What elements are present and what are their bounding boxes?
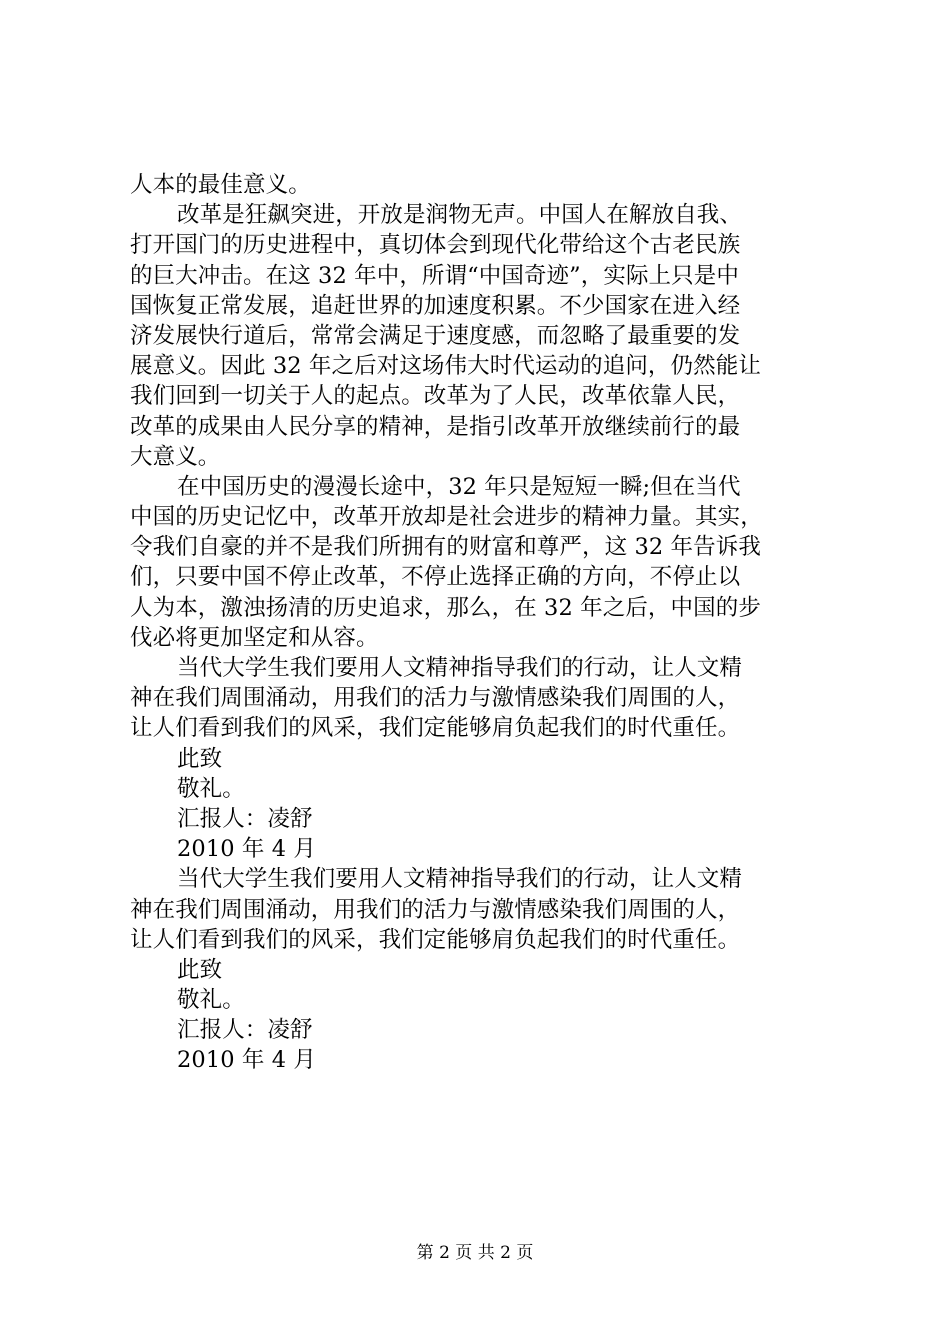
text-line: 改革是狂飙突进，开放是润物无声。中国人在解放自我、	[177, 202, 743, 229]
text-line: 神在我们周围涌动，用我们的活力与激情感染我们周围的人，	[130, 896, 741, 923]
text-line: 此致	[177, 956, 223, 983]
text-line: 大意义。	[130, 443, 221, 470]
text-line: 汇报人：凌舒	[177, 805, 313, 832]
page-footer: 第 2 页 共 2 页	[416, 1243, 534, 1263]
text-line: 敬礼。	[177, 987, 245, 1014]
text-line: 们，只要中国不停止改革，不停止选择正确的方向，不停止以	[130, 564, 741, 591]
text-line: 令我们自豪的并不是我们所拥有的财富和尊严，这 32 年告诉我	[130, 534, 761, 561]
text-line: 人本的最佳意义。	[130, 172, 311, 198]
text-line: 改革的成果由人民分享的精神，是指引改革开放继续前行的最	[130, 413, 741, 440]
text-line: 打开国门的历史进程中，真切体会到现代化带给这个古老民族	[130, 232, 741, 259]
text-line: 中国的历史记忆中，改革开放却是社会进步的精神力量。其实，	[130, 504, 763, 531]
text-line: 当代大学生我们要用人文精神指导我们的行动，让人文精	[177, 655, 743, 681]
text-line: 此致	[177, 745, 223, 772]
text-line: 让人们看到我们的风采，我们定能够肩负起我们的时代重任。	[130, 926, 741, 953]
text-line: 我们回到一切关于人的起点。改革为了人民，改革依靠人民，	[130, 383, 741, 410]
text-line: 济发展快行道后，常常会满足于速度感，而忽略了最重要的发	[130, 322, 741, 349]
text-line: 展意义。因此 32 年之后对这场伟大时代运动的追问，仍然能让	[130, 353, 761, 380]
text-line: 人为本，激浊扬清的历史追求，那么，在 32 年之后，中国的步	[130, 594, 761, 621]
document-body	[130, 170, 830, 1076]
text-line: 伐必将更加坚定和从容。	[130, 624, 379, 651]
text-line: 当代大学生我们要用人文精神指导我们的行动，让人文精	[177, 866, 743, 893]
text-line: 神在我们周围涌动，用我们的活力与激情感染我们周围的人，	[130, 685, 741, 712]
text-line: 汇报人：凌舒	[177, 1017, 313, 1044]
text-line: 2010 年 4 月	[177, 836, 317, 863]
text-line: 让人们看到我们的风采，我们定能够肩负起我们的时代重任。	[130, 715, 741, 742]
text-line: 在中国历史的漫漫长途中，32 年只是短短一瞬;但在当代	[177, 473, 741, 500]
text-line: 敬礼。	[177, 775, 245, 802]
text-line: 的巨大冲击。在这 32 年中，所谓“中国奇迹”，实际上只是中	[130, 262, 739, 289]
text-line: 国恢复正常发展，追赶世界的加速度积累。不少国家在进入经	[130, 292, 741, 319]
text-line: 2010 年 4 月	[177, 1047, 317, 1074]
